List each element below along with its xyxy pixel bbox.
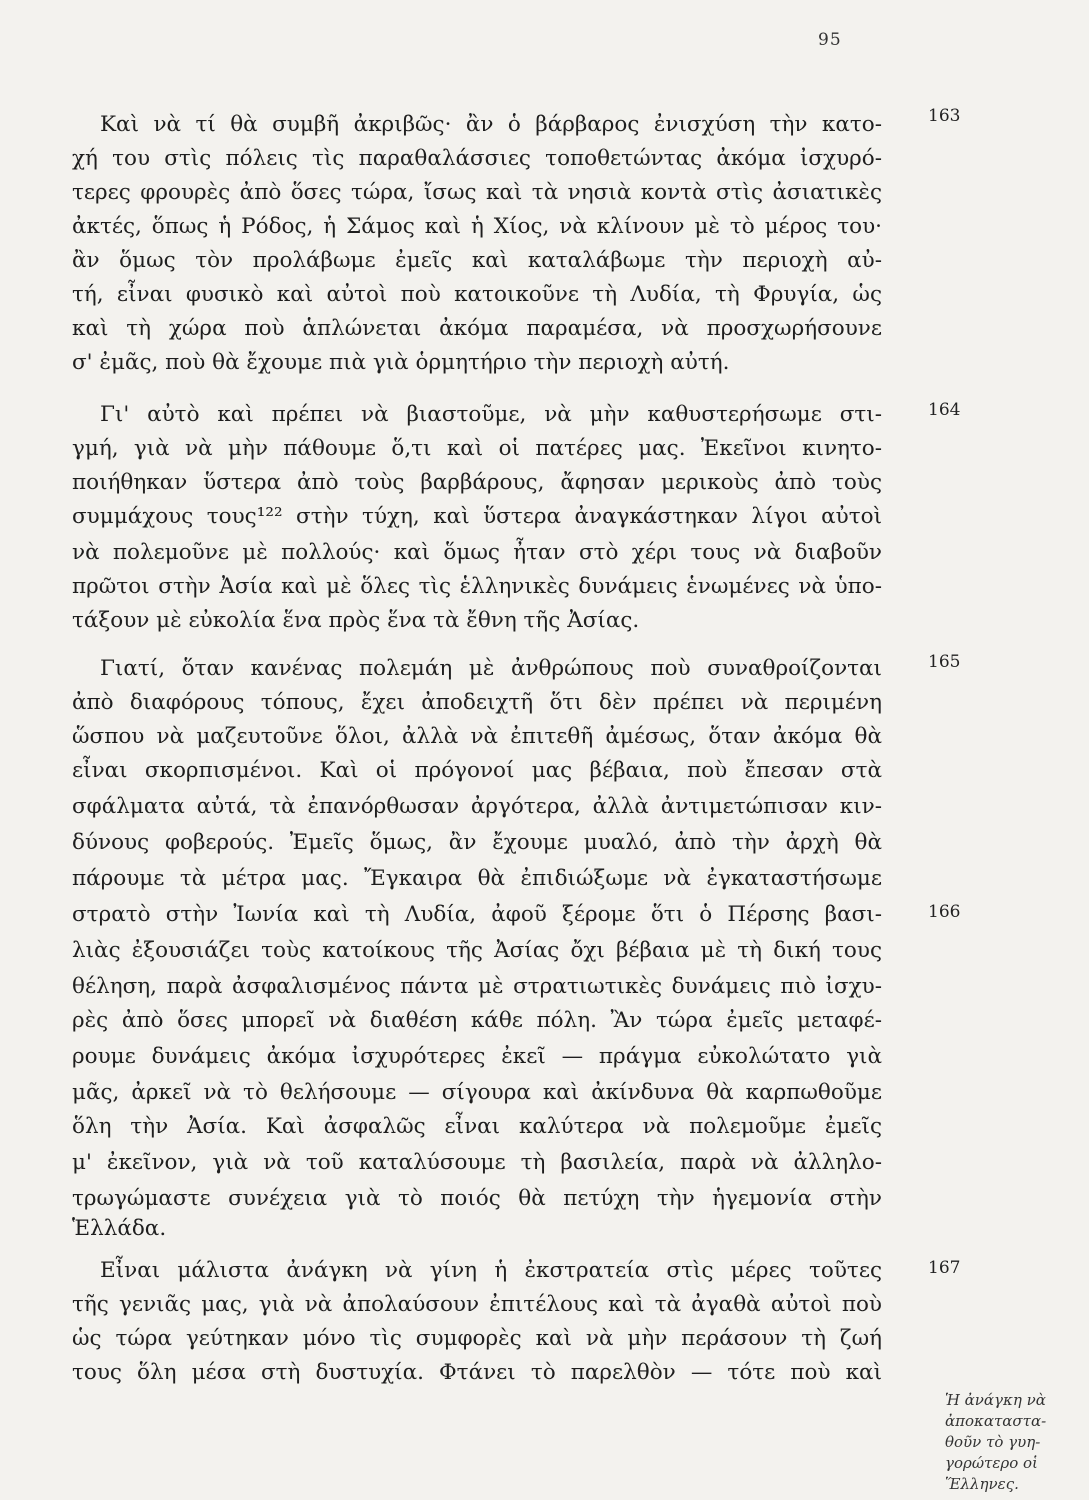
text-line: Γι' αὐτὸ καὶ πρέπει νὰ βιαστοῦμε, νὰ μὴν καθυστερήσωμε στι- <box>100 402 882 427</box>
text-line: στρατὸ στὴν Ἰωνία καὶ τὴ Λυδία, ἀφοῦ ξέρομε ὅτι ὁ Πέρσης βασι- <box>72 902 882 927</box>
text-line: μᾶς, ἀρκεῖ νὰ τὸ θελήσουμε — σίγουρα καὶ ἀκίνδυνα θὰ καρπωθοῦμε <box>72 1080 882 1105</box>
text-line: πάρουμε τὰ μέτρα μας. Ἔγκαιρα θὰ ἐπιδιώξωμε νὰ ἐγκαταστήσωμε <box>72 866 882 891</box>
text-line: ὅλη τὴν Ἀσία. Καὶ ἀσφαλῶς εἶναι καλύτερα νὰ πολεμοῦμε ἐμεῖς <box>72 1114 882 1139</box>
text-line: συμμάχους τους¹²² στὴν τύχη, καὶ ὕστερα ἀναγκάστηκαν λίγοι αὐτοὶ <box>72 504 882 529</box>
text-line: εἶναι σκορπισμένοι. Καὶ οἱ πρόγονοί μας βέβαια, ποὺ ἔπεσαν στὰ <box>72 758 882 783</box>
text-line: ἀπὸ διαφόρους τόπους, ἔχει ἀποδειχτῆ ὅτι δὲν πρέπει νὰ περιμένη <box>72 690 882 715</box>
text-line: ἀκτές, ὅπως ἡ Ρόδος, ἡ Σάμος καὶ ἡ Χίος, νὰ κλίνουν μὲ τὸ μέρος του· <box>72 214 882 239</box>
sidenote-line: γορώτερο οἱ <box>945 1454 1038 1472</box>
text-line: ποιήθηκαν ὕστερα ἀπὸ τοὺς βαρβάρους, ἄφησαν μερικοὺς ἀπὸ τοὺς <box>72 470 882 495</box>
sidenote-line: θοῦν τὸ γυη- <box>945 1433 1041 1451</box>
text-line: ἂν ὅμως τὸν προλάβωμε ἐμεῖς καὶ καταλάβωμε τὴν περιοχὴ αὐ- <box>72 248 882 273</box>
text-line: τερες φρουρὲς ἀπὸ ὅσες τώρα, ἴσως καὶ τὰ νησιὰ κοντὰ στὶς ἀσιατικὲς <box>72 180 882 205</box>
text-line: σφάλματα αὐτά, τὰ ἐπανόρθωσαν ἀργότερα, ἀλλὰ ἀντιμετώπισαν κιν- <box>72 794 882 819</box>
text-line: τρωγώμαστε συνέχεια γιὰ τὸ ποιός θὰ πετύχη τὴν ἡγεμονία στὴν <box>72 1186 882 1211</box>
text-line: καὶ τὴ χώρα ποὺ ἁπλώνεται ἀκόμα παραμέσα, νὰ προσχωρήσουνε <box>72 316 882 341</box>
text-line: Εἶναι μάλιστα ἀνάγκη νὰ γίνη ἡ ἐκστρατεία στὶς μέρες τοῦτες <box>100 1258 882 1283</box>
text-line: ρουμε δυνάμεις ἀκόμα ἰσχυρότερες ἐκεῖ — πράγμα εὐκολώτατο γιὰ <box>72 1044 882 1069</box>
sidenote-line: Ἡ ἀνάγκη νὰ <box>945 1391 1046 1409</box>
sidenote-line: ἀποκαταστα- <box>945 1412 1047 1430</box>
text-line: ὥσπου νὰ μαζευτοῦνε ὅλοι, ἀλλὰ νὰ ἐπιτεθῆ ἀμέσως, ὅταν ἀκόμα θὰ <box>72 724 882 749</box>
text-line: ὡς τώρα γεύτηκαν μόνο τὶς συμφορὲς καὶ νὰ μὴν περάσουν τὴ ζωή <box>72 1326 882 1351</box>
section-number-165: 165 <box>928 652 961 672</box>
text-line: μ' ἐκεῖνον, γιὰ νὰ τοῦ καταλύσουμε τὴ βασιλεία, παρὰ νὰ ἀλληλο- <box>72 1150 882 1175</box>
text-line: δύνους φοβερούς. Ἐμεῖς ὅμως, ἂν ἔχουμε μυαλό, ἀπὸ τὴν ἀρχὴ θὰ <box>72 830 882 855</box>
text-line: σ' ἐμᾶς, ποὺ θὰ ἔχουμε πιὰ γιὰ ὁρμητήριο τὴν περιοχὴ αὐτή. <box>72 350 730 375</box>
section-number-163: 163 <box>928 106 961 126</box>
text-line: Γιατί, ὅταν κανένας πολεμάη μὲ ἀνθρώπους ποὺ συναθροίζονται <box>100 656 882 681</box>
text-line: τάξουν μὲ εὐκολία ἕνα πρὸς ἕνα τὰ ἔθνη τῆς Ἀσίας. <box>72 608 640 633</box>
text-line: τῆς γενιᾶς μας, γιὰ νὰ ἀπολαύσουν ἐπιτέλους καὶ τὰ ἀγαθὰ αὐτοὶ ποὺ <box>72 1292 882 1317</box>
section-number-167: 167 <box>928 1258 961 1278</box>
page-number: 95 <box>818 30 842 50</box>
text-line: πρῶτοι στὴν Ἀσία καὶ μὲ ὅλες τὶς ἑλληνικὲς δυνάμεις ἑνωμένες νὰ ὑπο- <box>72 574 882 599</box>
text-line: Καὶ νὰ τί θὰ συμβῆ ἀκριβῶς· ἂν ὁ βάρβαρος ἐνισχύση τὴν κατο- <box>100 112 882 137</box>
text-line: γμή, γιὰ νὰ μὴν πάθουμε ὅ,τι καὶ οἱ πατέρες μας. Ἐκεῖνοι κινητο- <box>72 436 882 461</box>
text-line: νὰ πολεμοῦνε μὲ πολλούς· καὶ ὅμως ἦταν στὸ χέρι τους νὰ διαβοῦν <box>72 540 882 565</box>
sidenote-line: Ἕλληνες. <box>945 1475 1019 1493</box>
text-line: ρὲς ἀπὸ ὅσες μπορεῖ νὰ διαθέση κάθε πόλη. Ἂν τώρα ἐμεῖς μεταφέ- <box>72 1008 882 1033</box>
text-line: Ἑλλάδα. <box>72 1216 167 1241</box>
section-number-164: 164 <box>928 400 961 420</box>
text-line: θέληση, παρὰ ἀσφαλισμένος πάντα μὲ στρατιωτικὲς δυνάμεις πιὸ ἰσχυ- <box>72 974 882 999</box>
text-line: τους ὅλη μέσα στὴ δυστυχία. Φτάνει τὸ παρελθὸν — τότε ποὺ καὶ <box>72 1360 882 1385</box>
text-line: τή, εἶναι φυσικὸ καὶ αὐτοὶ ποὺ κατοικοῦνε τὴ Λυδία, τὴ Φρυγία, ὡς <box>72 282 882 307</box>
section-number-166: 166 <box>928 902 961 922</box>
text-line: λιὰς ἐξουσιάζει τοὺς κατοίκους τῆς Ἀσίας ὄχι βέβαια μὲ τὴ δική τους <box>72 938 882 963</box>
text-line: χή του στὶς πόλεις τὶς παραθαλάσσιες τοποθετώντας ἀκόμα ἰσχυρό- <box>72 146 882 171</box>
margin-sidenote <box>945 1390 1080 1495</box>
